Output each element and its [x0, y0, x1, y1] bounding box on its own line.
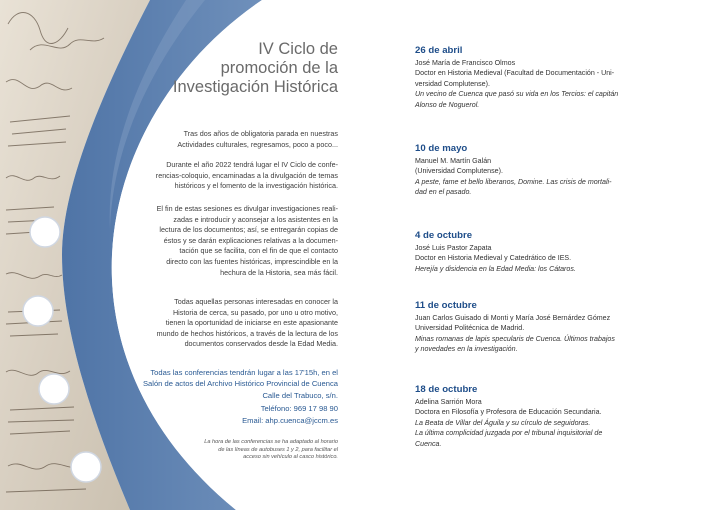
venue-time-line: Todas las conferencias tendrán lugar a las 17'15h, en el [150, 368, 338, 377]
event-affiliation: Doctor en Historia Medieval (Facultad de Documentación - Uni- [415, 69, 615, 78]
event-affiliation: (Universidad Complutense). [415, 167, 503, 176]
note-line: de las líneas de autobuses 1 y 2, para facilitar el [218, 446, 338, 453]
paragraph-line: Durante el año 2022 tendrá lugar el IV Ciclo de confe- [166, 160, 338, 169]
paragraph-line: rencias-coloquio, encaminadas a la divulgación de temas [155, 170, 338, 180]
intro-paragraph-2 [114, 160, 338, 192]
circle-ornament [71, 452, 101, 482]
circle-ornament [23, 296, 53, 326]
event-date: 11 de octubre [415, 300, 477, 311]
event-talk-title: Cuenca. [415, 439, 442, 448]
title-line: IV Ciclo de [258, 40, 338, 58]
event-talk-title: Herejía y disidencia en la Edad Media: los Cátaros. [415, 264, 576, 273]
event-2 [415, 143, 699, 198]
event-date: 18 de octubre [415, 384, 478, 395]
paragraph-line: tienen la oportunidad de iniciarse en este apasionante [165, 318, 338, 328]
paragraph-line: históricos y el fomento de la investigación histórica. [174, 181, 338, 191]
event-talk-title: La Beata de Villar del Águila y su círculo de seguidoras. [415, 418, 591, 427]
event-talk-title: A peste, fame et bello liberanos, Domine. Las crisis de mortali- [415, 177, 612, 186]
circle-ornament [30, 217, 60, 247]
event-date: 10 de mayo [415, 143, 468, 154]
note-line: acceso sin vehículo al casco histórico. [243, 454, 338, 461]
event-date: 4 de octubre [415, 230, 473, 241]
intro-paragraph-3 [114, 204, 338, 278]
event-affiliation: Doctora en Filosofía y Profesora de Educación Secundaria. [415, 408, 602, 417]
paragraph-line: Tras dos años de obligatoria parada en nuestras [183, 129, 338, 138]
event-speaker: Manuel M. Martín Galán [415, 157, 492, 165]
event-date: 26 de abril [415, 45, 463, 56]
cycle-title [150, 40, 338, 97]
intro-paragraph-1 [132, 129, 338, 150]
event-speaker: José Luis Pastor Zapata [415, 244, 492, 252]
paragraph-line: Actividades culturales, regresamos, poco a poco... [177, 139, 338, 149]
paragraph-line: hechura de la Historia, sea más fácil. [220, 267, 338, 277]
paragraph-line: zadas e introducir y aconsejar a los asistentes en la [173, 214, 338, 224]
paragraph-line: tación que se facilita, con el fin de que el contacto [179, 246, 338, 256]
event-talk-title: La última complicidad juzgada por el tribunal inquisitorial de [415, 429, 603, 438]
event-speaker: Adelina Sarrión Mora [415, 398, 482, 406]
event-3 [415, 230, 699, 274]
schedule-note [158, 439, 338, 462]
venue-address: Calle del Trabuco, s/n. [262, 391, 338, 401]
intro-paragraph-4 [110, 297, 338, 350]
venue-email[interactable]: Email: ahp.cuenca@jccm.es [242, 416, 338, 426]
paragraph-line: éstos y se darán explicaciones relativas a la documen- [163, 235, 338, 245]
event-talk-title: dad en el pasado. [415, 188, 472, 197]
event-speaker: Juan Carlos Guisado di Monti y María José Bernárdez Gómez [415, 314, 611, 322]
paragraph-line: documentos conservados desde la Edad Media. [184, 339, 338, 349]
title-line: Investigación Histórica [172, 78, 338, 96]
paragraph-line: mundo de hechos históricos, a través de la lectura de los [156, 328, 338, 338]
event-5 [415, 384, 699, 449]
paragraph-line: El fin de estas sesiones es divulgar investigaciones reali- [156, 204, 338, 213]
circle-ornament [39, 374, 69, 404]
venue-contact [120, 368, 338, 427]
paragraph-line: directo con las fuentes históricas, imprescindible en la [166, 256, 338, 266]
event-talk-title: Minas romanas de lapis specularis de Cuenca. Últimos trabajos [415, 334, 615, 343]
note-line: La hora de las conferencias se ha adaptado al horario [204, 439, 338, 445]
paragraph-line: Todas aquellas personas interesadas en conocer la [174, 297, 338, 306]
event-4 [415, 300, 699, 355]
title-line: promoción de la [220, 59, 338, 77]
event-talk-title: Alonso de Noguerol. [415, 100, 480, 109]
paragraph-line: lectura de los documentos; así, se entregarán copias de [159, 225, 338, 235]
event-affiliation: versidad Complutense). [415, 79, 490, 88]
event-talk-title: Un vecino de Cuenca que pasó su vida en los Tercios: el capitán [415, 90, 619, 99]
event-talk-title: y novedades en la investigación. [415, 345, 518, 354]
paragraph-line: Historia de cerca, su pasado, por uno u otro motivo, [172, 307, 338, 317]
venue-place-line: Salón de actos del Archivo Histórico Provincial de Cuenca [142, 378, 338, 388]
event-affiliation: Doctor en Historia Medieval y Catedrático de IES. [415, 254, 572, 263]
venue-phone: Teléfono: 969 17 98 90 [260, 403, 338, 413]
event-speaker: José María de Francisco Olmos [415, 59, 516, 67]
event-affiliation: Universidad Politécnica de Madrid. [415, 324, 525, 333]
event-1 [415, 45, 699, 110]
